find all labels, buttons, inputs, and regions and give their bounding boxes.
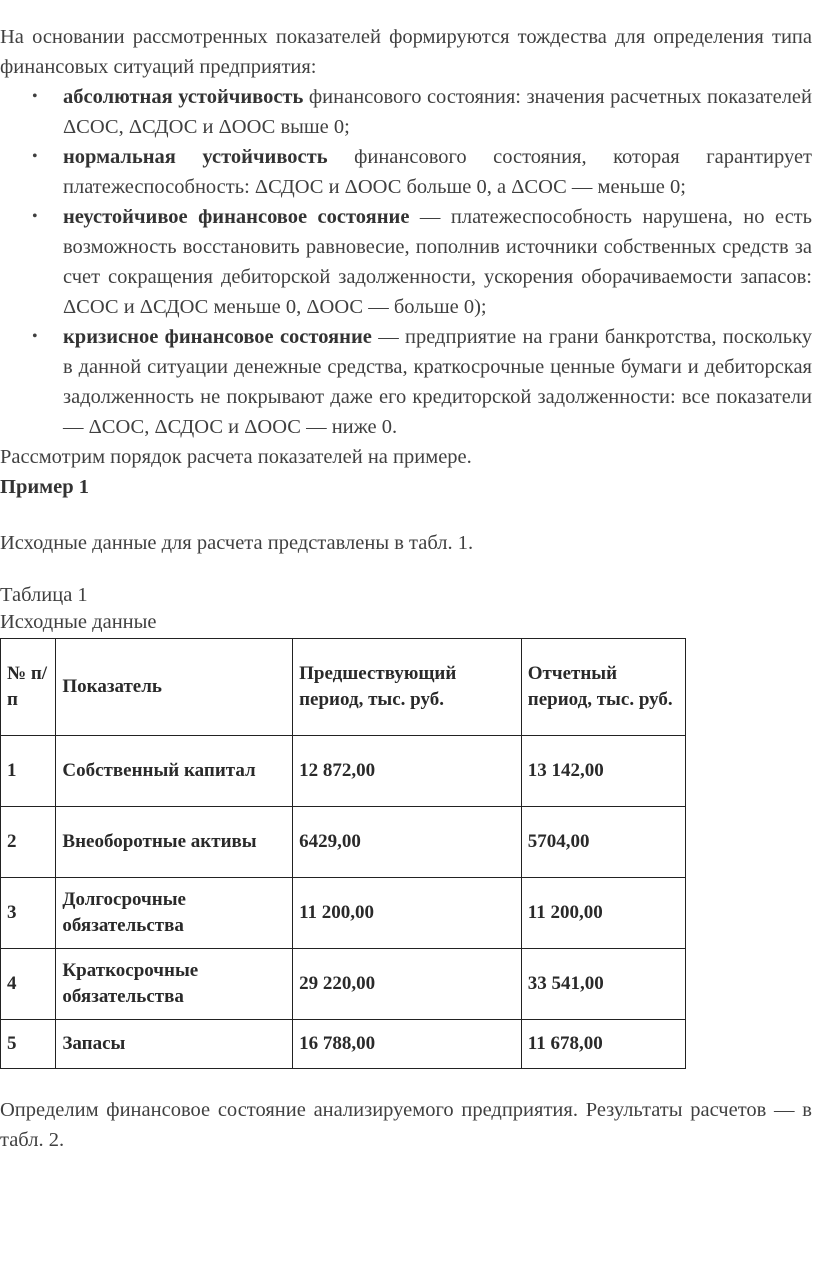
list-item [32, 202, 816, 322]
table-cell-indicator: Долгосрочные обязательства [56, 878, 293, 949]
intro-paragraph: На основании рассмотренных показателей формируются тождества для определения типа финансовых ситуаций предприятия: [0, 26, 812, 78]
list-item-term: абсолютная устойчивость [63, 86, 304, 108]
table-cell-indicator: Внеоборотные активы [56, 807, 293, 878]
spacer [0, 558, 816, 582]
table-cell-previous: 29 220,00 [293, 949, 522, 1020]
table-row [1, 949, 686, 1020]
table-cell-number: 3 [1, 878, 56, 949]
table-cell-previous: 11 200,00 [293, 878, 522, 949]
table-cell-number: 4 [1, 949, 56, 1020]
table-cell-number: 5 [1, 1020, 56, 1069]
list-item-text: — предприятие на грани банкротства, поскольку в данной ситуации денежные средства, краткосрочные ценные бумаги и дебиторская задолженность не покрывают даже его кредиторской задолженности: все показатели — ΔСОС, ΔСДОС и ΔООС — ниже 0. [63, 326, 812, 438]
table-cell-indicator: Запасы [56, 1020, 293, 1069]
column-header-previous-period: Предшествующий период, тыс. руб. [293, 639, 522, 736]
list-item [32, 142, 816, 202]
table-cell-previous: 6429,00 [293, 807, 522, 878]
table-caption-number: Таблица 1 [0, 584, 88, 606]
table-cell-number: 2 [1, 807, 56, 878]
list-item-text: — платежеспособность нарушена, но есть возможность восстановить равновесие, пополнив источники собственных средств за счет сокращения дебиторской задолженности, ускорения оборачиваемости запасов: ΔСОС и ΔСДОС меньше 0, ΔООС — больше 0); [63, 206, 812, 318]
table-row [1, 807, 686, 878]
table-cell-number: 1 [1, 736, 56, 807]
table-cell-reporting: 5704,00 [521, 807, 685, 878]
list-item-term: нормальная устойчивость [63, 146, 328, 168]
bullet-icon: • [32, 208, 38, 225]
list-item-text: финансового состояния, которая гарантирует платежеспособность: ΔСДОС и ΔООС больше 0, а ΔСОС — меньше 0; [63, 146, 812, 198]
source-sentence: Исходные данные для расчета представлены в табл. 1. [0, 532, 474, 554]
table-row [1, 1020, 686, 1069]
table-row [1, 736, 686, 807]
source-data-table [0, 638, 686, 1069]
table-caption-title: Исходные данные [0, 611, 157, 633]
bullet-icon: • [32, 148, 38, 165]
list-item [32, 82, 816, 142]
spacer [0, 1069, 816, 1095]
table-cell-reporting: 33 541,00 [521, 949, 685, 1020]
document-page [0, 22, 816, 1155]
closing-paragraph: Определим финансовое состояние анализируемого предприятия. Результаты расчетов — в табл. 2. [0, 1099, 812, 1151]
table-cell-reporting: 11 678,00 [521, 1020, 685, 1069]
table-cell-indicator: Краткосрочные обязательства [56, 949, 293, 1020]
column-header-number: № п/п [1, 639, 56, 736]
example-heading: Пример 1 [0, 476, 89, 498]
spacer [0, 502, 816, 528]
after-list-paragraph: Рассмотрим порядок расчета показателей на примере. [0, 446, 472, 468]
table-cell-previous: 16 788,00 [293, 1020, 522, 1069]
table-cell-indicator: Собственный капитал [56, 736, 293, 807]
column-header-indicator: Показатель [56, 639, 293, 736]
list-item-term: кризисное финансовое состояние [63, 326, 372, 348]
table-header-row [1, 639, 686, 736]
bullet-icon: • [32, 328, 38, 345]
list-item-text: финансового состояния: значения расчетных показателей ΔСОС, ΔСДОС и ΔООС выше 0; [63, 86, 812, 138]
table-cell-reporting: 13 142,00 [521, 736, 685, 807]
column-header-reporting-period: Отчетный период, тыс. руб. [521, 639, 685, 736]
table-cell-reporting: 11 200,00 [521, 878, 685, 949]
bullet-icon: • [32, 88, 38, 105]
table-row [1, 878, 686, 949]
list-item [32, 322, 816, 442]
situation-types-list [0, 82, 816, 442]
table-cell-previous: 12 872,00 [293, 736, 522, 807]
list-item-term: неустойчивое финансовое состояние [63, 206, 410, 228]
